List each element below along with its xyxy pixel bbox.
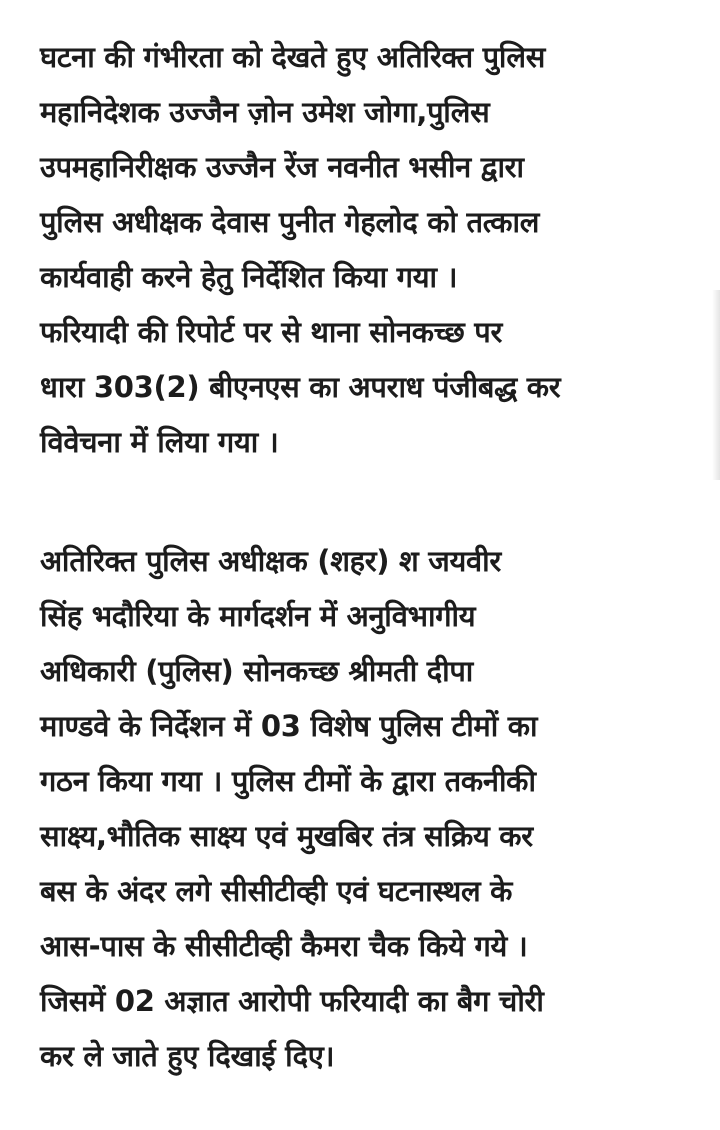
paragraph-line: उपमहानिरीक्षक उज्जैन रेंज नवनीत भसीन द्वारा	[40, 150, 524, 184]
paragraph-line: अधिकारी (पुलिस) सोनकच्छ श्रीमती दीपा	[40, 654, 474, 688]
paragraph-line: धारा 303(2) बीएनएस का अपराध पंजीबद्ध कर	[40, 370, 561, 404]
paragraph-line: साक्ष्य,भौतिक साक्ष्य एवं मुखबिर तंत्र सक्रिय कर	[40, 819, 533, 853]
paragraph-line: घटना की गंभीरता को देखते हुए अतिरिक्त पुलिस	[40, 40, 546, 74]
paragraph-line: जिसमें 02 अज्ञात आरोपी फरियादी का बैग चोरी	[40, 984, 544, 1018]
paragraph-line: कार्यवाही करने हेतु निर्देशित किया गया ।	[40, 260, 458, 294]
paragraph-line: अतिरिक्त पुलिस अधीक्षक (शहर) श जयवीर	[40, 544, 501, 578]
paragraph-line: फरियादी की रिपोर्ट पर से थाना सोनकच्छ पर	[40, 315, 503, 349]
paragraph-line: गठन किया गया । पुलिस टीमों के द्वारा तकनीकी	[40, 764, 536, 798]
edge-shadow	[712, 290, 720, 480]
paragraph-line: कर ले जाते हुए दिखाई दिए।	[40, 1039, 335, 1073]
paragraph-line: महानिदेशक उज्जैन ज़ोन उमेश जोगा,पुलिस	[40, 95, 490, 129]
paragraph-line: विवेचना में लिया गया ।	[40, 425, 279, 459]
paragraph-1	[40, 30, 712, 470]
paragraph-2	[40, 534, 712, 1084]
paragraph-line: बस के अंदर लगे सीसीटीव्ही एवं घटनास्थल के	[40, 874, 513, 908]
paragraph-line: माण्डवे के निर्देशन में 03 विशेष पुलिस टीमों का	[40, 709, 538, 743]
paragraph-line: आस-पास के सीसीटीव्ही कैमरा चैक किये गये ।	[40, 929, 528, 963]
paragraph-line: सिंह भदौरिया के मार्गदर्शन में अनुविभागीय	[40, 599, 476, 633]
paragraph-line: पुलिस अधीक्षक देवास पुनीत गेहलोद को तत्काल	[40, 205, 540, 239]
